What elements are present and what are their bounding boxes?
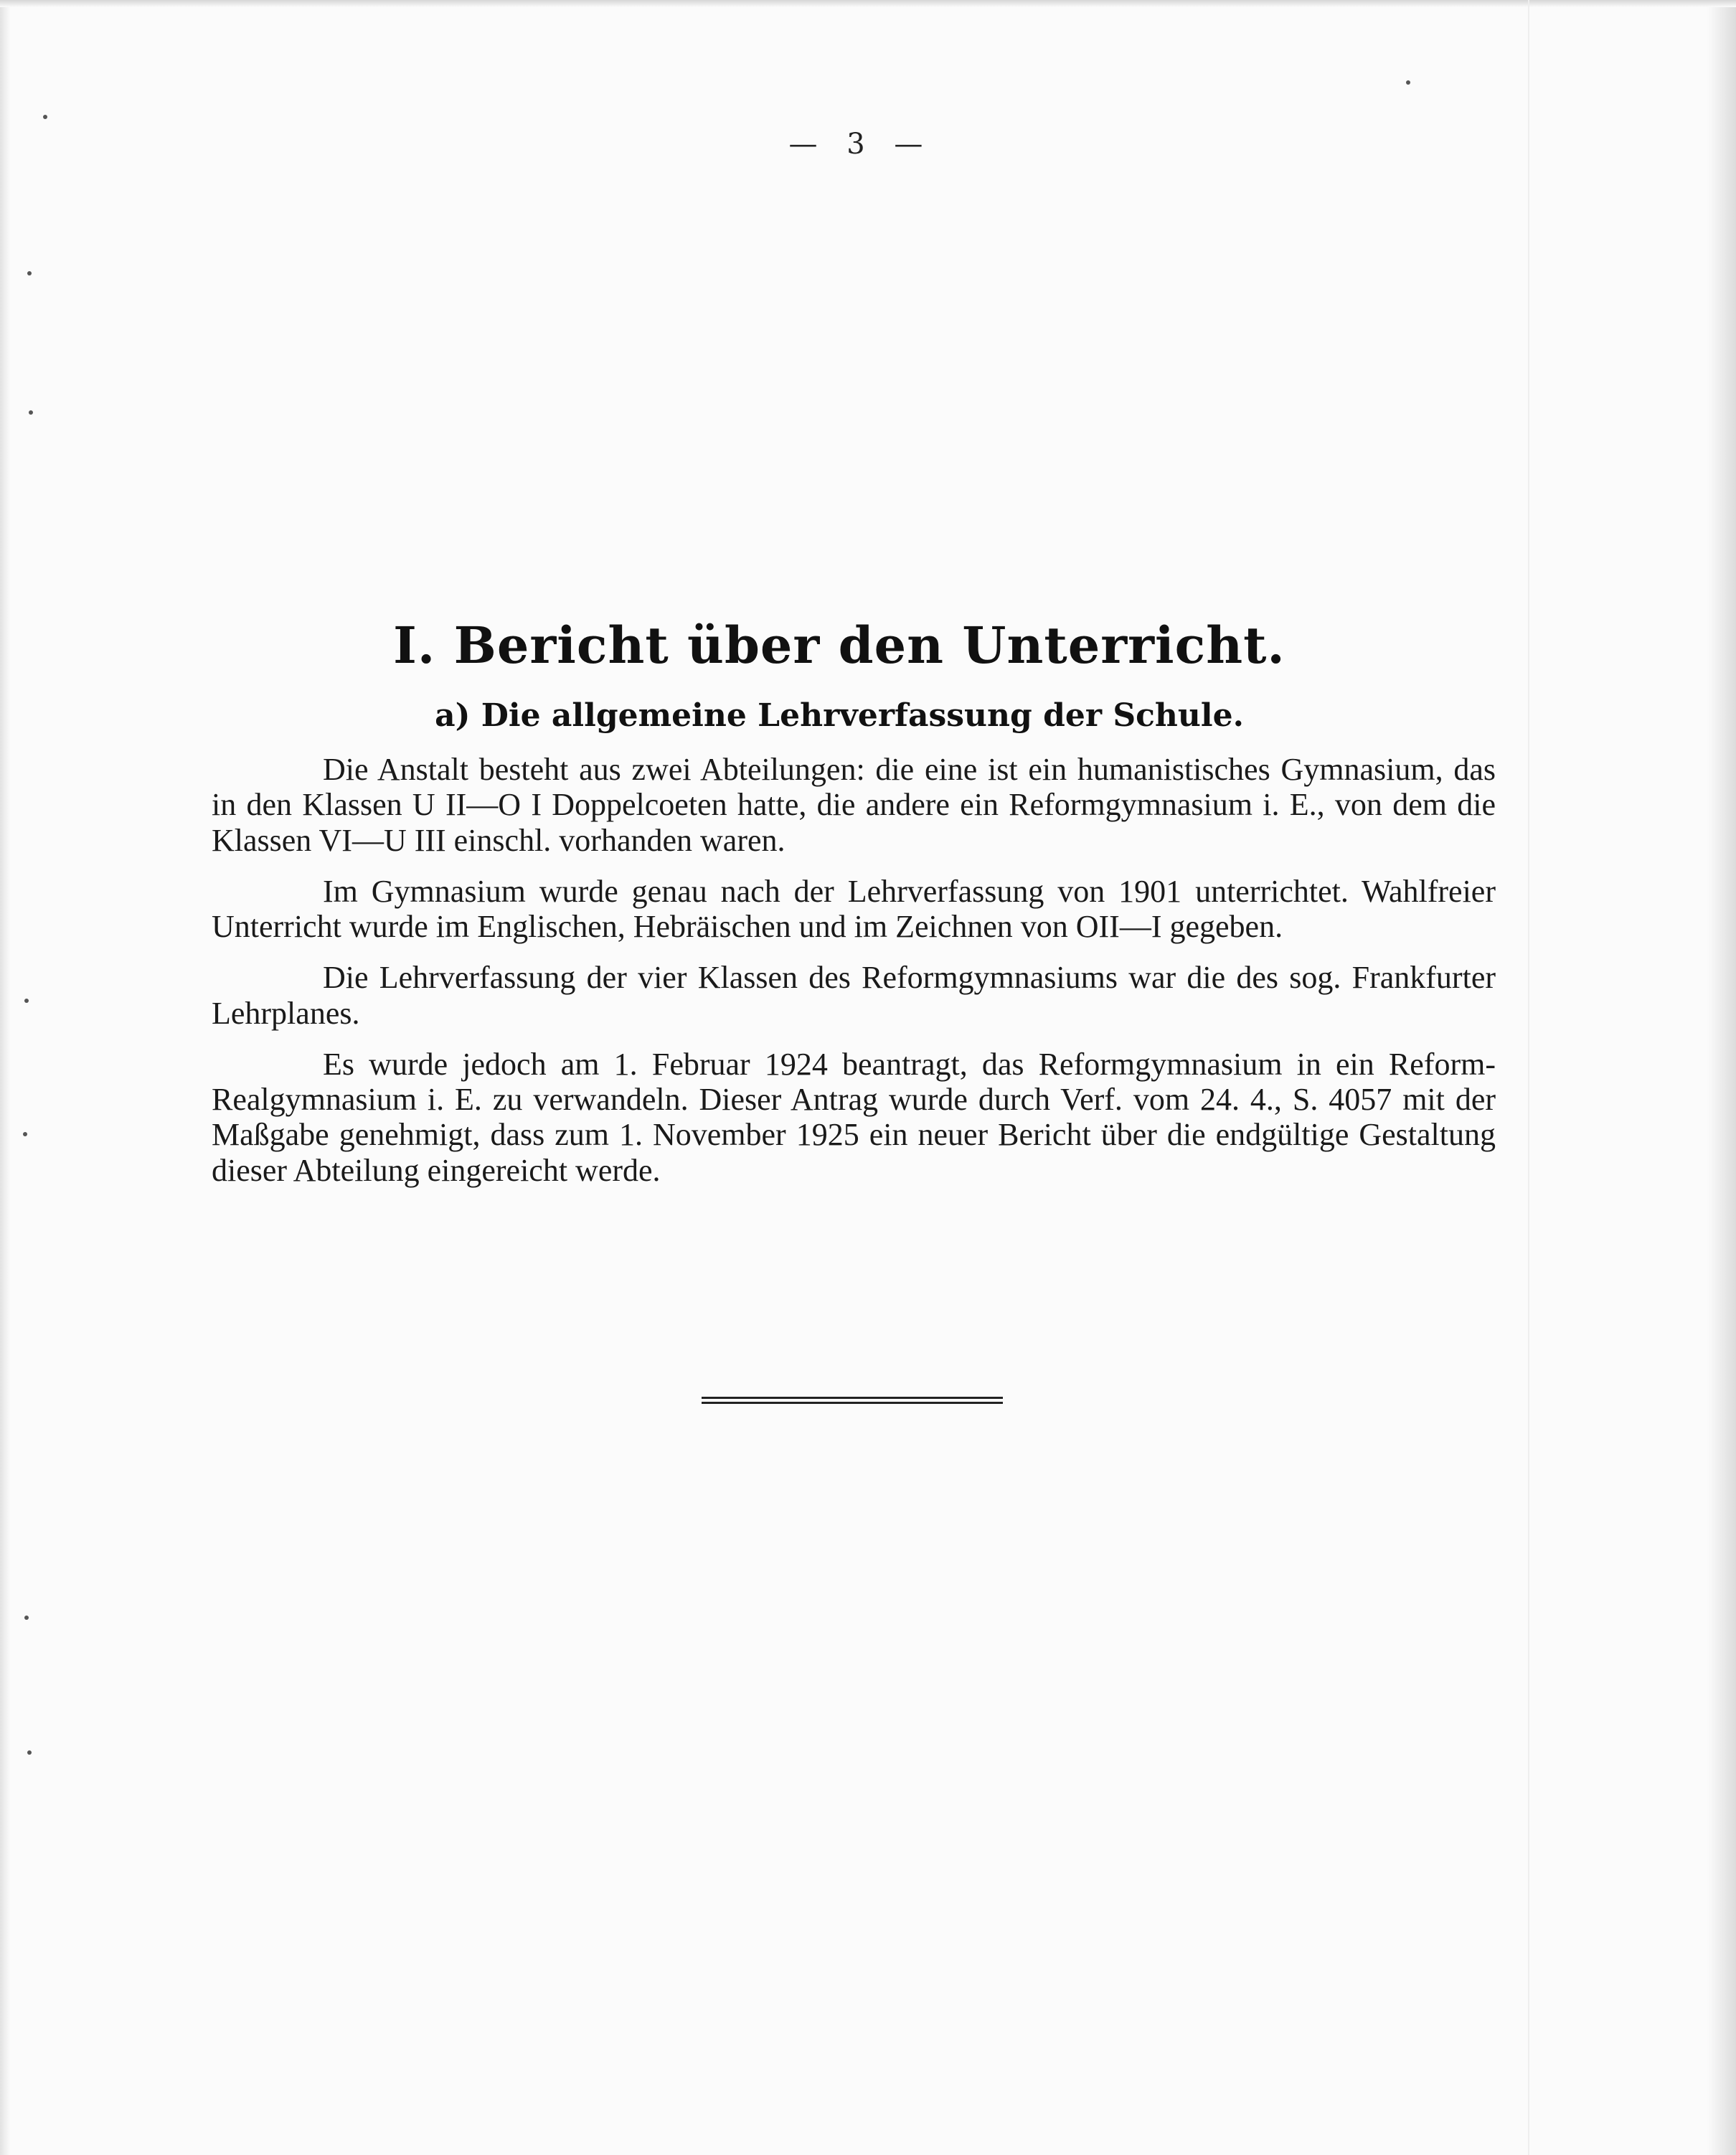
scan-speck: [24, 1616, 29, 1620]
double-rule-divider: [702, 1397, 1003, 1404]
section-subtitle: a) Die allgemeine Lehrverfassung der Schule.: [435, 697, 1244, 734]
scan-speck: [29, 410, 33, 415]
scan-speck: [23, 1132, 27, 1136]
paragraph: Im Gymnasium wurde genau nach der Lehrverfassung von 1901 unterrichtet. Wahlfreier Unterricht wurde im Englischen, Hebräischen und im Zeichnen von OII—I gegeben.: [212, 873, 1496, 945]
paper-edge-right: [1707, 0, 1736, 2155]
paper-edge-top: [0, 0, 1736, 7]
paper-edge-left: [0, 0, 10, 2155]
scan-speck: [43, 115, 47, 119]
body-text: [212, 752, 1496, 1204]
page-number: — 3 —: [788, 128, 933, 161]
scan-speck: [27, 1750, 32, 1755]
paragraph: Die Lehrverfassung der vier Klassen des Reformgymnasiums war die des sog. Frankfurter Lehrplanes.: [212, 960, 1496, 1031]
scan-speck: [24, 999, 29, 1003]
scan-speck: [27, 271, 32, 275]
paper-crease: [1528, 0, 1529, 2155]
scan-speck: [1406, 80, 1410, 85]
paragraph: Es wurde jedoch am 1. Februar 1924 beantragt, das Reformgymnasium in ein Reform-Realgymnasium i. E. zu verwandeln. Dieser Antrag wurde durch Verf. vom 24. 4., S. 4057 mit der Maßgabe genehmigt, dass zum 1. November 1925 ein neuer Bericht über die endgültige Gestaltung dieser Abteilung eingereicht werde.: [212, 1046, 1496, 1188]
section-title: I. Bericht über den Unterricht.: [393, 616, 1286, 675]
paragraph: Die Anstalt besteht aus zwei Abteilungen: die eine ist ein humanistisches Gymnasium, das in den Klassen U II—O I Doppelcoeten hatte, die andere ein Reformgymnasium i. E., von dem die Klassen VI—U III einschl. vorhanden waren.: [212, 752, 1496, 858]
